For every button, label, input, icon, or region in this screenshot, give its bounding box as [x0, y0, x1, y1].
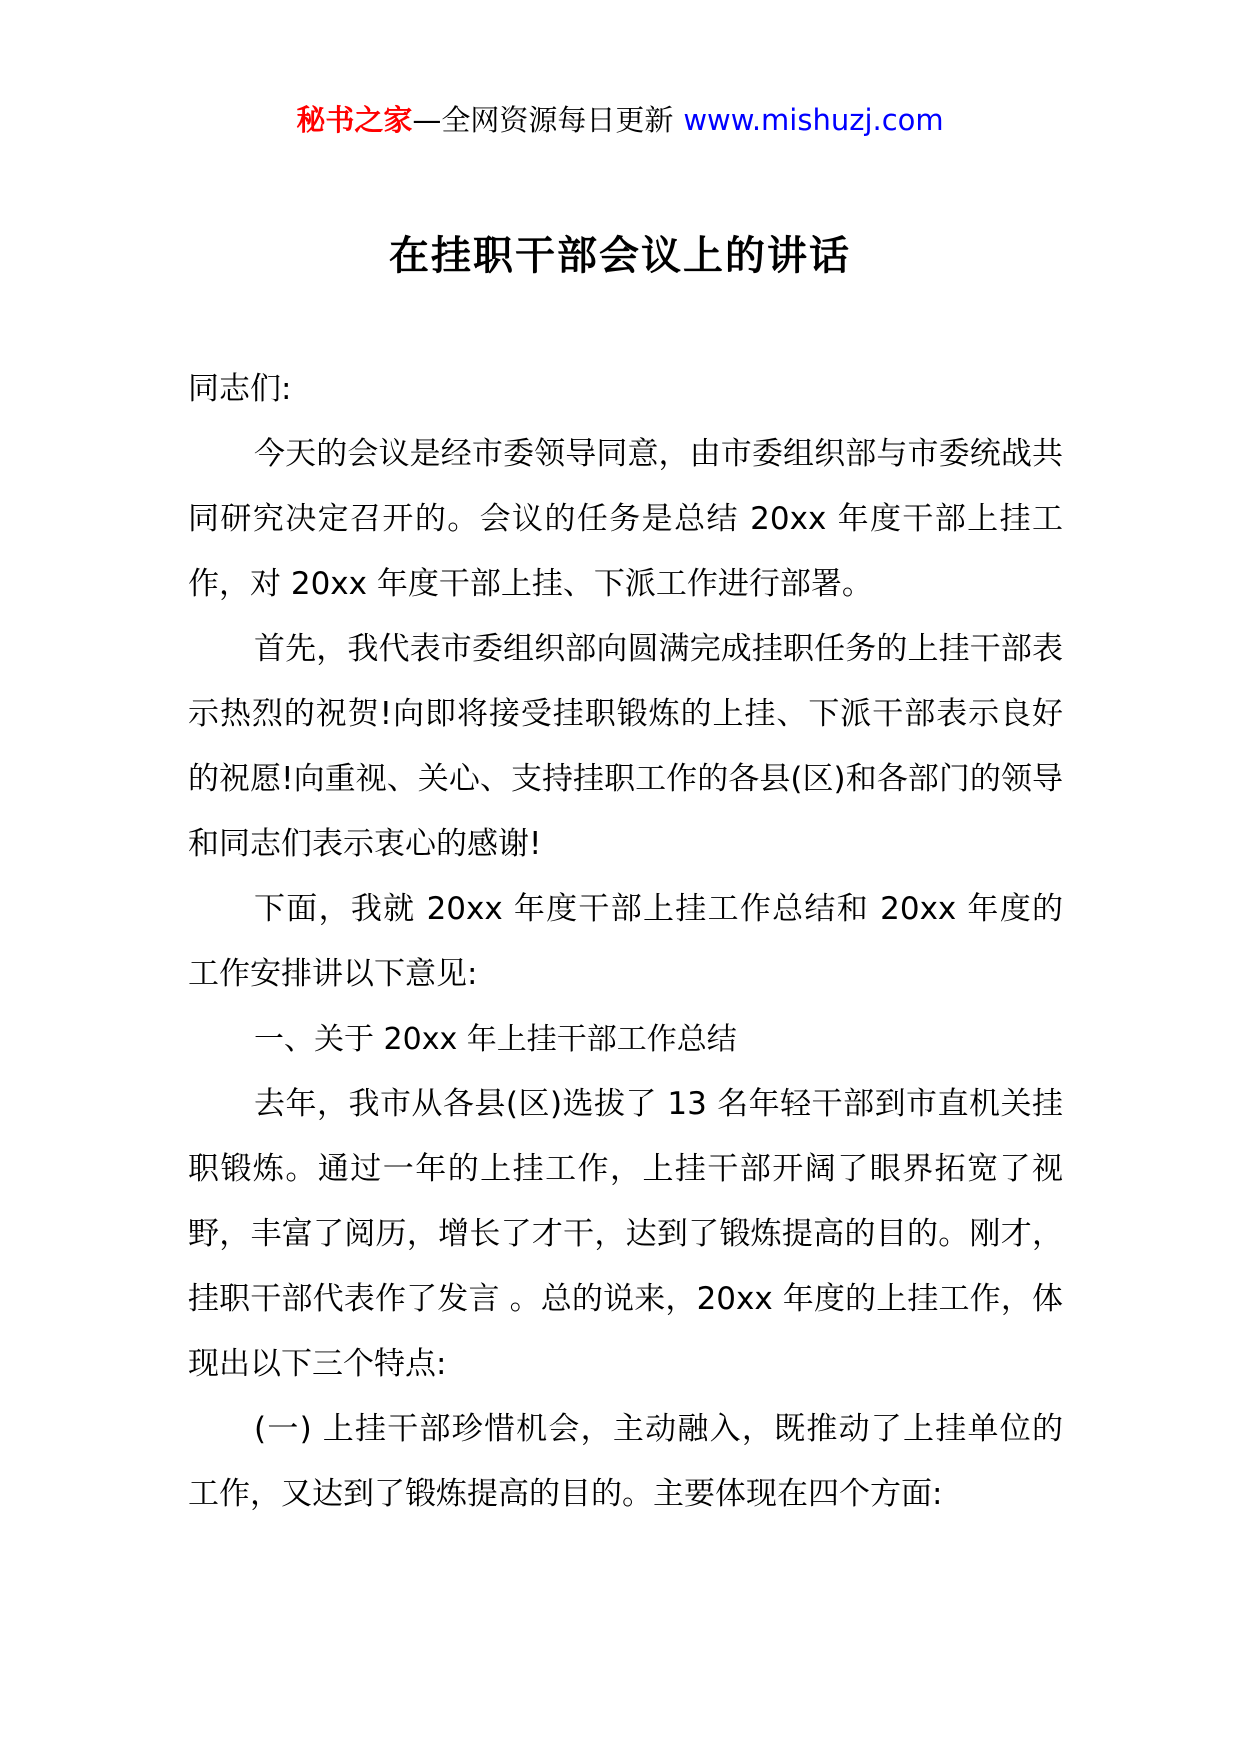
paragraph: (一) 上挂干部珍惜机会，主动融入，既推动了上挂单位的工作，又达到了锻炼提高的目的。主要体现在四个方面: — [188, 1411, 1063, 1512]
site-header — [0, 100, 1240, 140]
paragraph: 去年，我市从各县(区)选拔了 13 名年轻干部到市直机关挂职锻炼。通过一年的上挂工作，上挂干部开阔了眼界拓宽了视野，丰富了阅历，增长了才干，达到了锻炼提高的目的。刚才，挂职干部代表作了发言 。总的说来，20xx 年度的上挂工作，体现出以下三个特点: — [188, 1086, 1063, 1382]
paragraph: 今天的会议是经市委领导同意，由市委组织部与市委统战共同研究决定召开的。会议的任务是总结 20xx 年度干部上挂工作，对 20xx 年度干部上挂、下派工作进行部署。 — [188, 436, 1063, 602]
site-name: 秘书之家 — [296, 103, 413, 137]
salutation: 同志们: — [188, 371, 292, 407]
paragraph: 下面，我就 20xx 年度干部上挂工作总结和 20xx 年度的工作安排讲以下意见: — [188, 891, 1063, 992]
paragraph: 首先，我代表市委组织部向圆满完成挂职任务的上挂干部表示热烈的祝贺!向即将接受挂职锻炼的上挂、下派干部表示良好的祝愿!向重视、关心、支持挂职工作的各县(区)和各部门的领导和同志们表示衷心的感谢! — [188, 631, 1063, 862]
document-title: 在挂职干部会议上的讲话 — [389, 233, 851, 279]
section-heading: 一、关于 20xx 年上挂干部工作总结 — [254, 1022, 737, 1057]
document-body — [188, 357, 1063, 1527]
site-url-link[interactable]: www.mishuzj.com — [683, 103, 944, 137]
site-tagline: —全网资源每日更新 — [412, 103, 674, 137]
